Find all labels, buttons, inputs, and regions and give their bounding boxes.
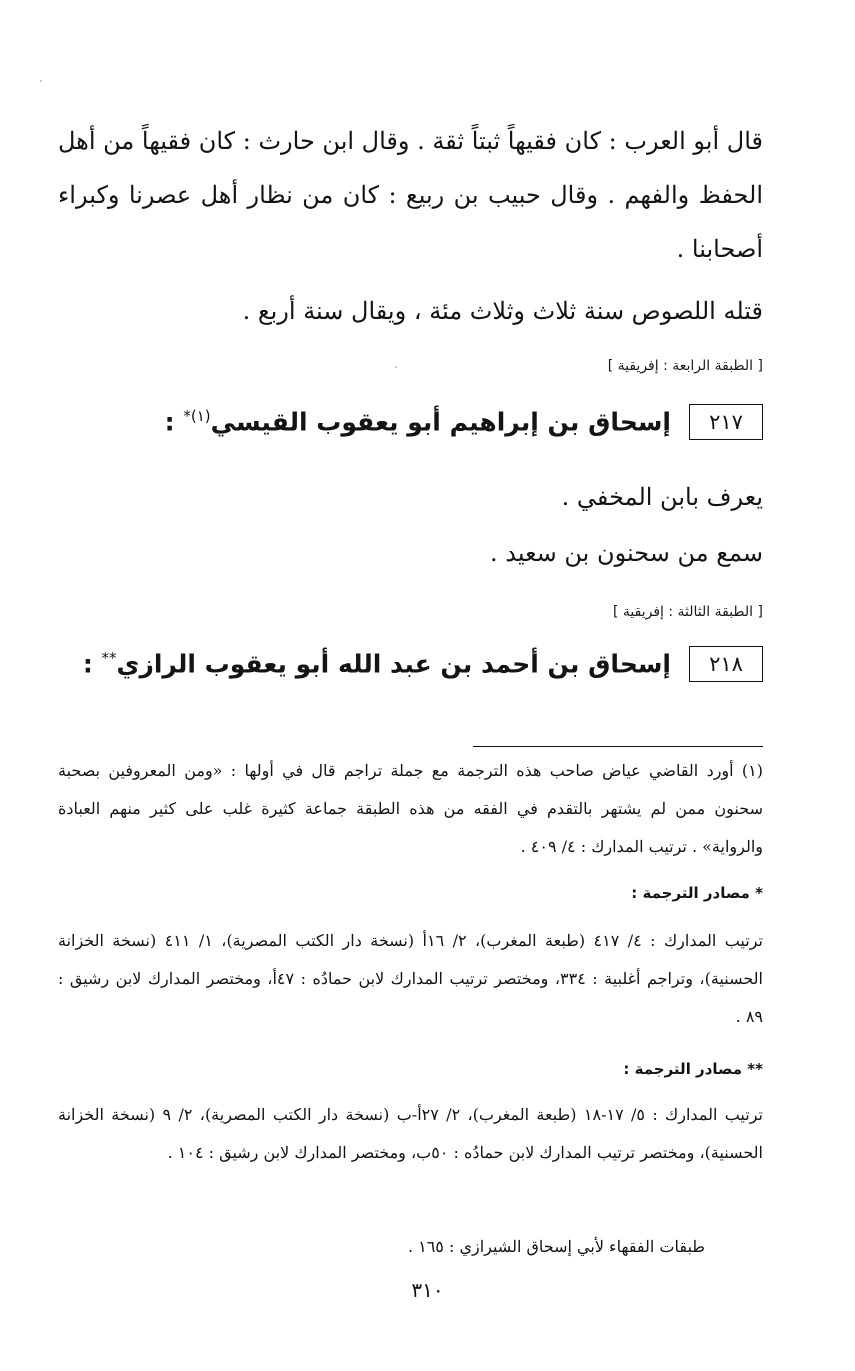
entry-title-text: إسحاق بن إبراهيم أبو يعقوب القيسي [210, 407, 671, 437]
scan-speck [395, 366, 397, 368]
entry-title [83, 649, 671, 678]
sources-list-1: ترتيب المدارك : ٤/ ٤١٧ (طبعة المغرب)، ٢/ ١٦أ (نسخة دار الكتب المصرية)، ١/ ٤١١ (نسخة الخزانة الحسنية)، وتراجم أغلبية : ٣٣٤، ومختصر ترتيب المدارك لابن حمادُه : ٤٧أ، ومختصر المدارك لابن رشيق : ٨٩ . [58, 931, 763, 1026]
entry-heading-217 [60, 404, 763, 440]
sources-heading-1: * مصادر الترجمة : [631, 884, 763, 902]
entry-heading-218 [60, 646, 763, 682]
sources-heading-2: ** مصادر الترجمة : [623, 1060, 763, 1078]
sources-list-2: ترتيب المدارك : ٥/ ١٧-١٨ (طبعة المغرب)، ٢/ ٢٧أ-ب (نسخة دار الكتب المصرية)، ٢/ ٩ (نسخة الخزانة الحسنية)، ومختصر ترتيب المدارك لابن حمادُه : ٥٠ب، ومختصر المدارك لابن رشيق : ١٠٤ . [58, 1105, 763, 1162]
entry-colon: : [82, 649, 93, 679]
entry-number-box: ٢١٧ [689, 404, 763, 440]
paragraph-death: قتله اللصوص سنة ثلاث وثلاث مئة ، ويقال سنة أربع . [242, 297, 763, 325]
footnote-marker: (١)* [183, 407, 211, 426]
page-number: ٣١٠ [411, 1278, 444, 1302]
footnote-1: (١) أورد القاضي عياض صاحب هذه الترجمة مع جملة تراجم قال في أولها : «ومن المعروفين بصحبة سحنون ممن لم يشتهر بالتقدم في الفقه من هذه الطبقة جماعة كثيرة غلب على كثير منهم العبادة والرواية» . ترتيب المدارك : ٤/ ٤٠٩ . [58, 761, 763, 856]
entry-217-line-2: سمع من سحنون بن سعيد . [490, 539, 763, 567]
footnote-separator [473, 746, 763, 747]
layer-tag-fourth: [ الطبقة الرابعة : إفريقية ] [607, 358, 763, 374]
paragraph-abu-al-arab: قال أبو العرب : كان فقيهاً ثبتاً ثقة . وقال ابن حارث : كان فقيهاً من أهل الحفظ والفهم . وقال حبيب بن ربيع : كان من نظار أهل عصرنا وكبراء أصحابنا . [58, 127, 763, 263]
entry-number-box: ٢١٨ [689, 646, 763, 682]
entry-217-line-1: يعرف بابن المخفي . [561, 483, 763, 511]
entry-title [165, 407, 671, 436]
entry-colon: : [164, 407, 175, 437]
entry-title-text: إسحاق بن أحمد بن عبد الله أبو يعقوب الرازي [116, 649, 671, 679]
layer-tag-third: [ الطبقة الثالثة : إفريقية ] [612, 604, 763, 620]
footnote-marker: ** [101, 649, 117, 668]
scan-speck [40, 80, 42, 82]
sources-list-2-extra: طبقات الفقهاء لأبي إسحاق الشيرازي : ١٦٥ . [407, 1237, 705, 1256]
